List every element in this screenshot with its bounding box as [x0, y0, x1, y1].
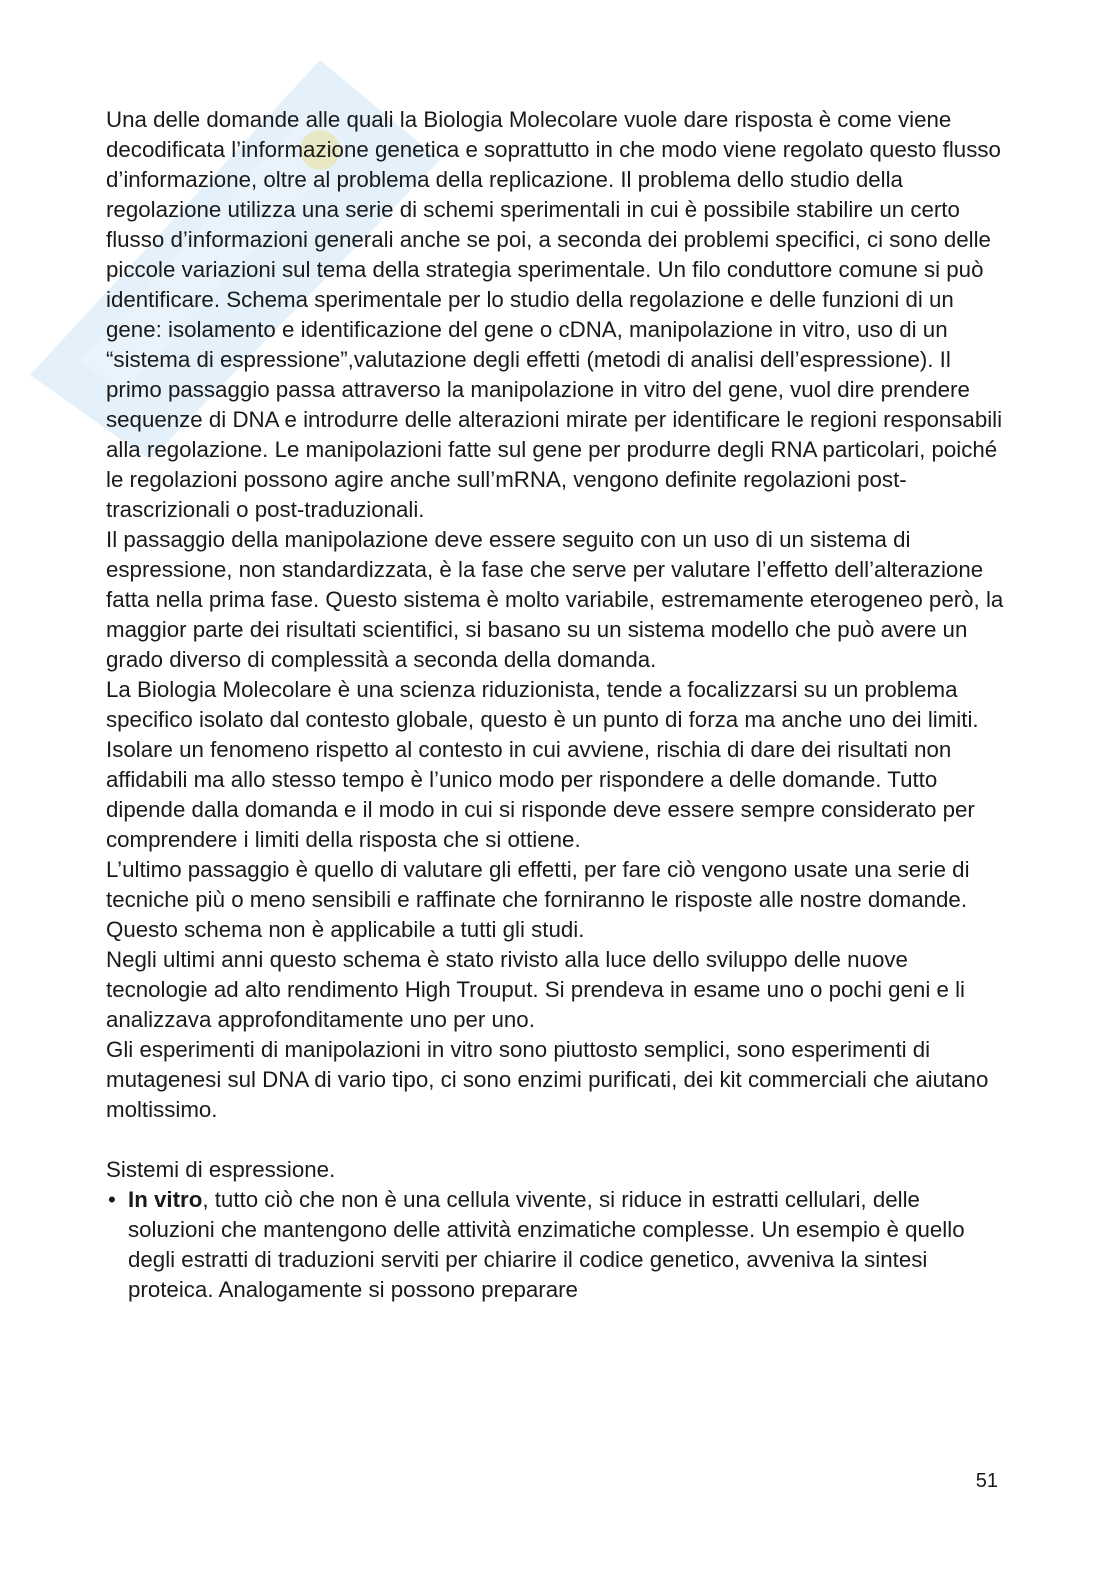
body-paragraph: La Biologia Molecolare è una scienza riduzionista, tende a focalizzarsi su un problema specifico isolato dal contesto globale, questo è un punto di forza ma anche uno dei limiti. Isolare un fenomeno rispetto al contesto in cui avviene, rischia di dare dei risultati non affidabili ma allo stesso tempo è l’unico modo per rispondere a delle domande. Tutto dipende dalla domanda e il modo in cui si risponde deve essere sempre considerato per comprendere i limiti della risposta che si ottiene.: [106, 677, 979, 852]
bullet-item: [106, 1185, 1011, 1305]
body-paragraph: L’ultimo passaggio è quello di valutare gli effetti, per fare ciò vengono usate una serie di tecniche più o meno sensibili e raffinate che forniranno le risposte alle nostre domande.: [106, 857, 970, 912]
paragraph-spacer: [106, 1125, 1011, 1155]
bullet-bold-term: In vitro: [128, 1187, 203, 1212]
bullet-icon: •: [108, 1187, 116, 1212]
bullet-list: [106, 1185, 1011, 1305]
body-paragraph: Gli esperimenti di manipolazioni in vitro sono piuttosto semplici, sono esperimenti di mutagenesi sul DNA di vario tipo, ci sono enzimi purificati, dei kit commerciali che aiutano moltissimo.: [106, 1037, 989, 1122]
body-paragraph: Negli ultimi anni questo schema è stato rivisto alla luce dello sviluppo delle nuove tecnologie ad alto rendimento High Trouput. Si prendeva in esame uno o pochi geni e li analizzava approfonditamente uno per uno.: [106, 947, 965, 1032]
document-body: [106, 105, 1011, 1305]
body-paragraph: Il passaggio della manipolazione deve essere seguito con un uso di un sistema di espressione, non standardizzata, è la fase che serve per valutare l’effetto dell’alterazione fatta nella prima fase. Questo sistema è molto variabile, estremamente eterogeneo però, la maggior parte dei risultati scientifici, si basano su un sistema modello che può avere un grado diverso di complessità a seconda della domanda.: [106, 527, 1004, 672]
page-number: 51: [975, 1470, 998, 1492]
body-paragraph: Questo schema non è applicabile a tutti gli studi.: [106, 917, 585, 942]
section-title: Sistemi di espressione.: [106, 1157, 336, 1182]
body-paragraph: Una delle domande alle quali la Biologia Molecolare vuole dare risposta è come viene decodificata l’informazione genetica e soprattutto in che modo viene regolato questo flusso d’informazione, oltre al problema della replicazione. Il problema dello studio della regolazione utilizza una serie di schemi sperimentali in cui è possibile stabilire un certo flusso d’informazioni generali anche se poi, a seconda dei problemi specifici, ci sono delle piccole variazioni sul tema della strategia sperimentale. Un filo conduttore comune si può identificare. Schema sperimentale per lo studio della regolazione e delle funzioni di un gene: isolamento e identificazione del gene o cDNA, manipolazione in vitro, uso di un “sistema di espressione”,valutazione degli effetti (metodi di analisi dell’espressione). Il primo passaggio passa attraverso la manipolazione in vitro del gene, vuol dire prendere sequenze di DNA e introdurre delle alterazioni mirate per identificare le regioni responsabili alla regolazione. Le manipolazioni fatte sul gene per produrre degli RNA particolari, poiché le regolazioni possono agire anche sull’mRNA, vengono definite regolazioni post-trascrizionali o post-traduzionali.: [106, 107, 1003, 522]
bullet-text: , tutto ciò che non è una cellula vivente, si riduce in estratti cellulari, delle soluzioni che mantengono delle attività enzimatiche complesse. Un esempio è quello degli estratti di traduzioni serviti per chiarire il codice genetico, avveniva la sintesi proteica. Analogamente si possono preparare: [128, 1187, 965, 1302]
